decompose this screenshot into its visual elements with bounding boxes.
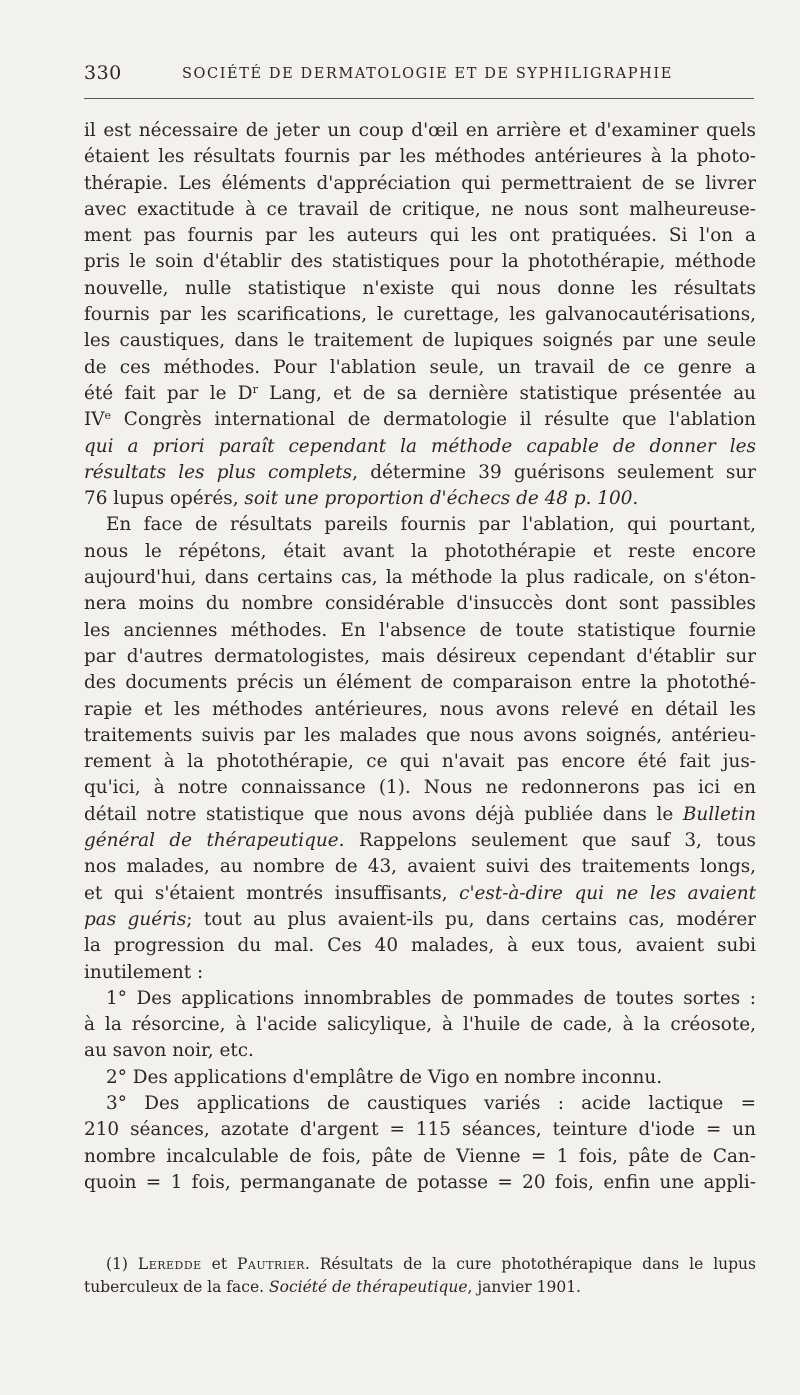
text-line: les anciennes méthodes. En l'absence de toute statistique fournie — [84, 619, 756, 641]
page-header — [84, 62, 754, 99]
text-line: thérapie. Les éléments d'appréciation qui permettraient de se livrer — [84, 172, 756, 194]
text-line: inutilement : — [84, 961, 204, 983]
text-line: qui a priori paraît cependant la méthode capable de donner les — [84, 435, 756, 457]
text-line: En face de résultats pareils fournis par l'ablation, qui pourtant, — [106, 514, 756, 536]
text-line: les caustiques, dans le traitement de lupiques soignés par une seule — [84, 330, 756, 352]
text-line: de ces méthodes. Pour l'ablation seule, un travail de ce genre a — [84, 356, 756, 378]
text-line: quoin = 1 fois, permanganate de potasse = 20 fois, enfin une appli- — [84, 1171, 756, 1193]
text-line: 210 séances, azotate d'argent = 115 séances, teinture d'iode = un — [84, 1119, 756, 1141]
text-line: pris le soin d'établir des statistiques pour la photothérapie, méthode — [84, 251, 756, 273]
footnote-line: (1) Leredde et Pautrier. Résultats de la cure photothérapique dans le lupus — [106, 1255, 756, 1273]
text-line: IVe Congrès international de dermatologie il résulte que l'ablation — [84, 409, 756, 431]
text-line: nos malades, au nombre de 43, avaient suivi des traitements longs, — [84, 856, 756, 878]
text-line: 76 lupus opérés, soit une proportion d'échecs de 48 p. 100. — [84, 488, 639, 510]
text-line: par d'autres dermatologistes, mais désireux cependant d'établir sur — [84, 645, 756, 667]
text-line: à la résorcine, à l'acide salicylique, à l'huile de cade, à la créosote, — [84, 1014, 756, 1036]
text-line: rapie et les méthodes antérieures, nous avons relevé en détail les — [84, 698, 756, 720]
text-line: nombre incalculable de fois, pâte de Vienne = 1 fois, pâte de Can- — [84, 1145, 756, 1167]
body-text — [84, 118, 756, 1196]
text-line: 1° Des applications innombrables de pommades de toutes sortes : — [106, 987, 756, 1009]
text-line: nera moins du nombre considérable d'insuccès dont sont passibles — [84, 593, 756, 615]
text-line: traitements suivis par les malades que nous avons soignés, antérieu- — [84, 724, 756, 746]
text-line: il est nécessaire de jeter un coup d'œil en arrière et d'examiner quels — [84, 120, 756, 141]
text-line: et qui s'étaient montrés insuffisants, c'est-à-dire qui ne les avaient — [84, 882, 756, 904]
text-line: résultats les plus complets, détermine 39 guérisons seulement sur — [84, 461, 756, 483]
text-line: qu'ici, à notre connaissance (1). Nous ne redonnerons pas ici en — [84, 777, 756, 799]
footnote-author: Pautrier — [236, 1255, 305, 1273]
footnote-line: tuberculeux de la face. Société de thérapeutique, janvier 1901. — [84, 1278, 581, 1296]
text-line: général de thérapeutique. Rappelons seulement que sauf 3, tous — [84, 830, 756, 852]
text-line: été fait par le $D^r$ Lang, et de sa dernière statistique présentée au — [84, 382, 756, 404]
footnote-author: Leredde — [137, 1255, 202, 1273]
text-line: avec exactitude à ce travail de critique, ne nous sont malheureuse- — [84, 198, 756, 220]
footnote — [84, 1253, 756, 1299]
text-line: au savon noir, etc. — [84, 1040, 254, 1062]
text-line: détail notre statistique que nous avons déjà publiée dans le Bulletin — [84, 803, 756, 825]
text-line: nouvelle, nulle statistique n'existe qui nous donne les résultats — [84, 277, 756, 299]
text-line: nous le répétons, était avant la photothérapie et reste encore — [84, 540, 756, 562]
running-title: SOCIÉTÉ DE DERMATOLOGIE ET DE SYPHILIGRAPHIE — [182, 66, 673, 82]
text-line: 3° Des applications de caustiques variés : acide lactique = — [106, 1092, 756, 1114]
text-line: fournis par les scarifications, le curettage, les galvanocautérisations, — [84, 304, 756, 326]
text-line: 2° Des applications d'emplâtre de Vigo en nombre inconnu. — [106, 1066, 663, 1088]
text-line: étaient les résultats fournis par les méthodes antérieures à la photo- — [84, 146, 756, 168]
text-line: ment pas fournis par les auteurs qui les ont pratiquées. Si l'on a — [84, 225, 756, 247]
text-line: pas guéris; tout au plus avaient-ils pu, dans certains cas, modérer — [84, 908, 756, 930]
text-line: aujourd'hui, dans certains cas, la méthode la plus radicale, on s'éton- — [84, 567, 756, 589]
footnote-journal: Société de thérapeutique — [269, 1278, 468, 1296]
text-line: la progression du mal. Ces 40 malades, à eux tous, avaient subi — [84, 935, 756, 957]
text-line: des documents précis un élément de comparaison entre la photothé- — [84, 672, 756, 694]
text-line: rement à la photothérapie, ce qui n'avait pas encore été fait jus- — [84, 751, 756, 773]
page-number: 330 — [84, 62, 122, 84]
